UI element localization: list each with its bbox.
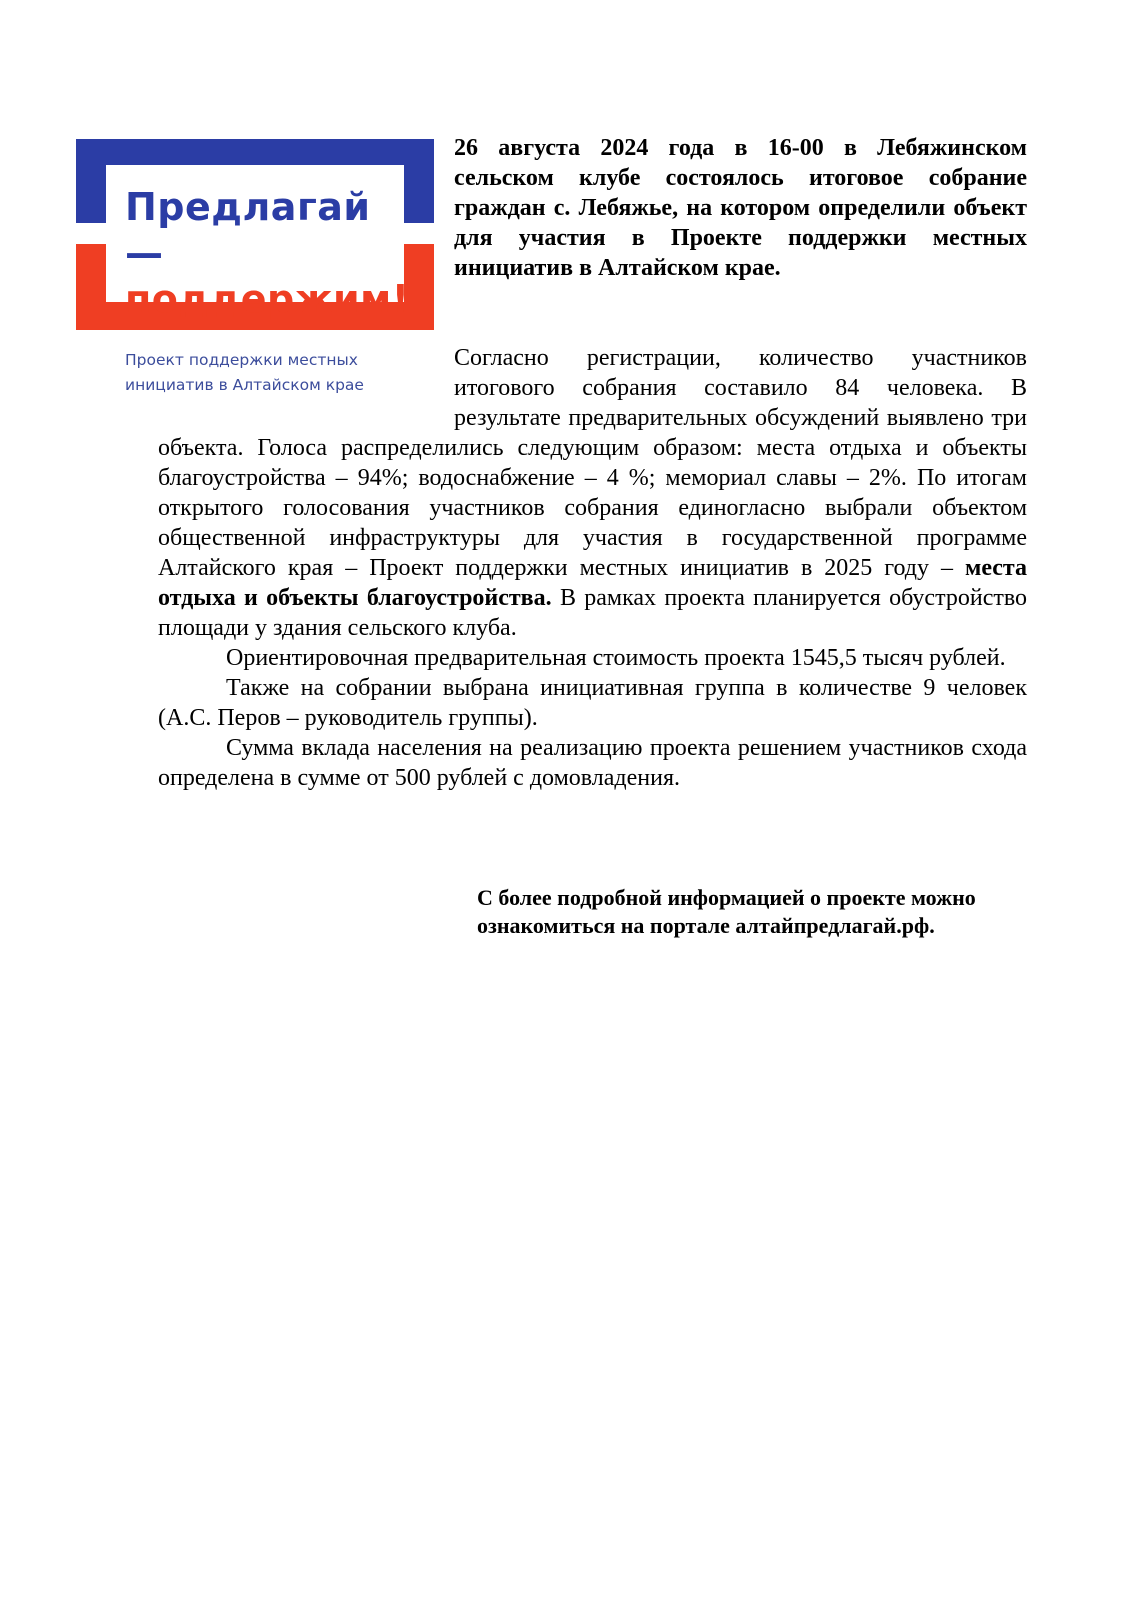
logo-frame-blue-top: [76, 139, 434, 165]
paragraph-cost: Ориентировочная предварительная стоимость проекта 1545,5 тысяч рублей.: [226, 645, 1006, 671]
selected-object: места отдыха и объекты благоустройства.: [158, 555, 1028, 611]
footer-note-line1: С более подробной информацией о проекте можно: [477, 885, 976, 910]
logo-title: [125, 184, 410, 322]
footer-note: [477, 884, 1037, 940]
footer-note-line2: ознакомиться на портале алтайпредлагай.рф.: [477, 913, 935, 938]
logo-title-line2: поддержим!: [125, 277, 410, 321]
logo-title-line1: Предлагай —: [125, 185, 371, 275]
paragraph-contribution: Сумма вклада населения на реализацию проекта решением участников схода определена в сумме от 500 рублей с домовладения.: [158, 735, 1027, 791]
logo-frame-blue-left: [76, 139, 106, 223]
logo-float-spacer: [158, 343, 454, 433]
article-body: [158, 343, 1027, 793]
paragraph-results-text: Согласно регистрации, количество участников итогового собрания составило 84 человека. В результате предварительных обсуждений выявлено три объекта. Голоса распределились следующим образом: места отдыха и объекты благоустройства – 94%; водоснабжение – 4 %; мемориал славы – 2%. По итогам открытого голосования участников собрания единогласно выбрали объектом общественной инфраструктуры для участия в государственной программе Алтайского края – Проект поддержки местных инициатив в 2025 году –: [158, 345, 1027, 581]
logo-caption-line1: Проект поддержки местных: [125, 351, 358, 369]
headline: 26 августа 2024 года в 16-00 в Лебяжинском сельском клубе состоялось итоговое собрание граждан с. Лебяжье, на котором определили объект для участия в Проекте поддержки местных инициатив в Алтайском крае.: [454, 135, 1027, 281]
logo-caption-line2: инициатив в Алтайском крае: [125, 376, 364, 394]
paragraph-results-tail: В рамках проекта планируется обустройство площади у здания сельского клуба.: [158, 585, 1028, 641]
paragraph-group: Также на собрании выбрана инициативная группа в количестве 9 человек (А.С. Перов – руководитель группы).: [158, 675, 1027, 731]
